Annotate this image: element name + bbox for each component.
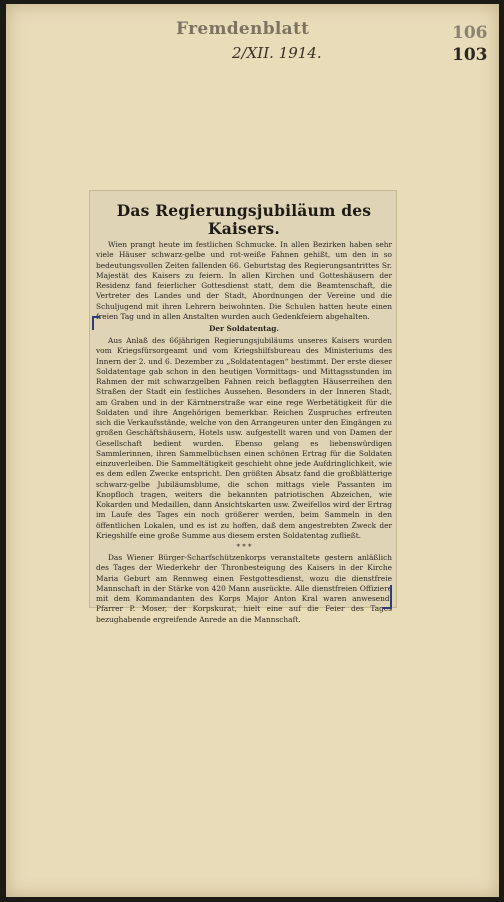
handwritten-date: 2/XII. 1914. xyxy=(232,44,322,62)
pencil-bracket-mark-end xyxy=(382,585,392,609)
newspaper-clipping xyxy=(90,191,396,624)
pencil-bracket-mark xyxy=(92,316,100,330)
page-number: 103 xyxy=(452,45,488,65)
newspaper-stamp: Fremdenblatt xyxy=(176,19,310,39)
article-subheading: Der Soldatentag. xyxy=(208,324,280,333)
article-headline: Das Regierungsjubiläum des Kaisers. xyxy=(116,201,372,238)
article-paragraph-3: Das Wiener Bürger-Scharfschützenkorps veranstaltete gestern anläßlich des Tages der Wiederkehr der Thronbesteigung des Kaisers in der Kirche Maria Geburt am Rennweg einen Festgottesdienst, wozu die dienstfreie Mannschaft in der Stärke von 420 Mann ausrückte. Alle dienstfreien Offiziere mit dem Kommandanten des Korps Major Anton Kral waren anwesend. Pfarrer P. Moser, der Korpskurat, hielt eine auf die Feier des Tages bezughabende ergreifende Anrede an die Mannschaft. xyxy=(96,553,392,624)
article-paragraph-1: Wien prangt heute im festlichen Schmucke. In allen Bezirken haben sehr viele Häuser schwarz-gelbe und rot-weiße Fahnen gehißt, um den in so bedeutungsvollen Zeiten fallenden 66. Geburtstag des Regierungsantrittes Sr. Majestät des Kaisers zu feiern. In allen Kirchen und Gotteshäusern der Residenz fand feierlicher Gottesdienst statt, dem die Beamtenschaft, die Vertreter des Landes und der Stadt, Abordnungen der Vereine und die Schuljugend mit ihren Lehrern beiwohnten. Die Schulen hatten heute einen freien Tag und in allen Anstalten wurden auch Gedenkfeiern abgehalten. xyxy=(96,240,392,321)
page-number-old: 106 xyxy=(452,23,488,43)
section-divider: * * * xyxy=(236,543,252,551)
article-paragraph-2: Aus Anlaß des 66jährigen Regierungsjubiläums unseres Kaisers wurden vom Kriegsfürsorgeamt und vom Kriegshilfsbureau des Ministeriums des Innern der 2. und 6. Dezember zu „Soldatentagen“ bestimmt. Der erste dieser Soldatentage gab schon in den heutigen Vormittags- und Mittagsstunden im Rahmen der mit schwarzgelben Fahnen reich beflaggten Häuserreihen den Straßen der Stadt ein festliches Aussehen. Besonders in der Inneren Stadt, am Graben und in der Kärntnerstraße war eine rege Werbetätigkeit für die Soldaten und ihre Angehörigen bemerkbar. Reichen Zuspruches erfreuten sich die Verkaufsstände, welche von den Arrangeuren unter den Eingängen zu großen Geschäftshäusern, Hotels usw. aufgestellt waren und von Damen der Gesellschaft bedient wurden. Ebenso gelang es liebenswürdigen Sammlerinnen, ihren Sammelbüchsen einen schönen Ertrag für die Soldaten einzuverleiben. Die Sammeltätigkeit geschieht ohne jede Aufdringlichkeit, wie es dem edlen Zwecke entspricht. Den größten Absatz fand die großblätterige schwarz-gelbe Jubiläumsblume, die schon mittags viele Passanten im Knopfloch tragen, weiters die bekannten patriotischen Abzeichen, wie Kokarden und Medaillen, dann Ansichtskarten usw. Zweifellos wird der Ertrag im Laufe des Tages ein noch größerer werden, beim Sammeln in den öffentlichen Lokalen, und es ist zu hoffen, daß dem angestrebten Zweck der Kriegshilfe eine große Summe aus diesem ersten Soldatentag zufließt. xyxy=(96,336,392,540)
archive-sheet xyxy=(6,4,499,897)
